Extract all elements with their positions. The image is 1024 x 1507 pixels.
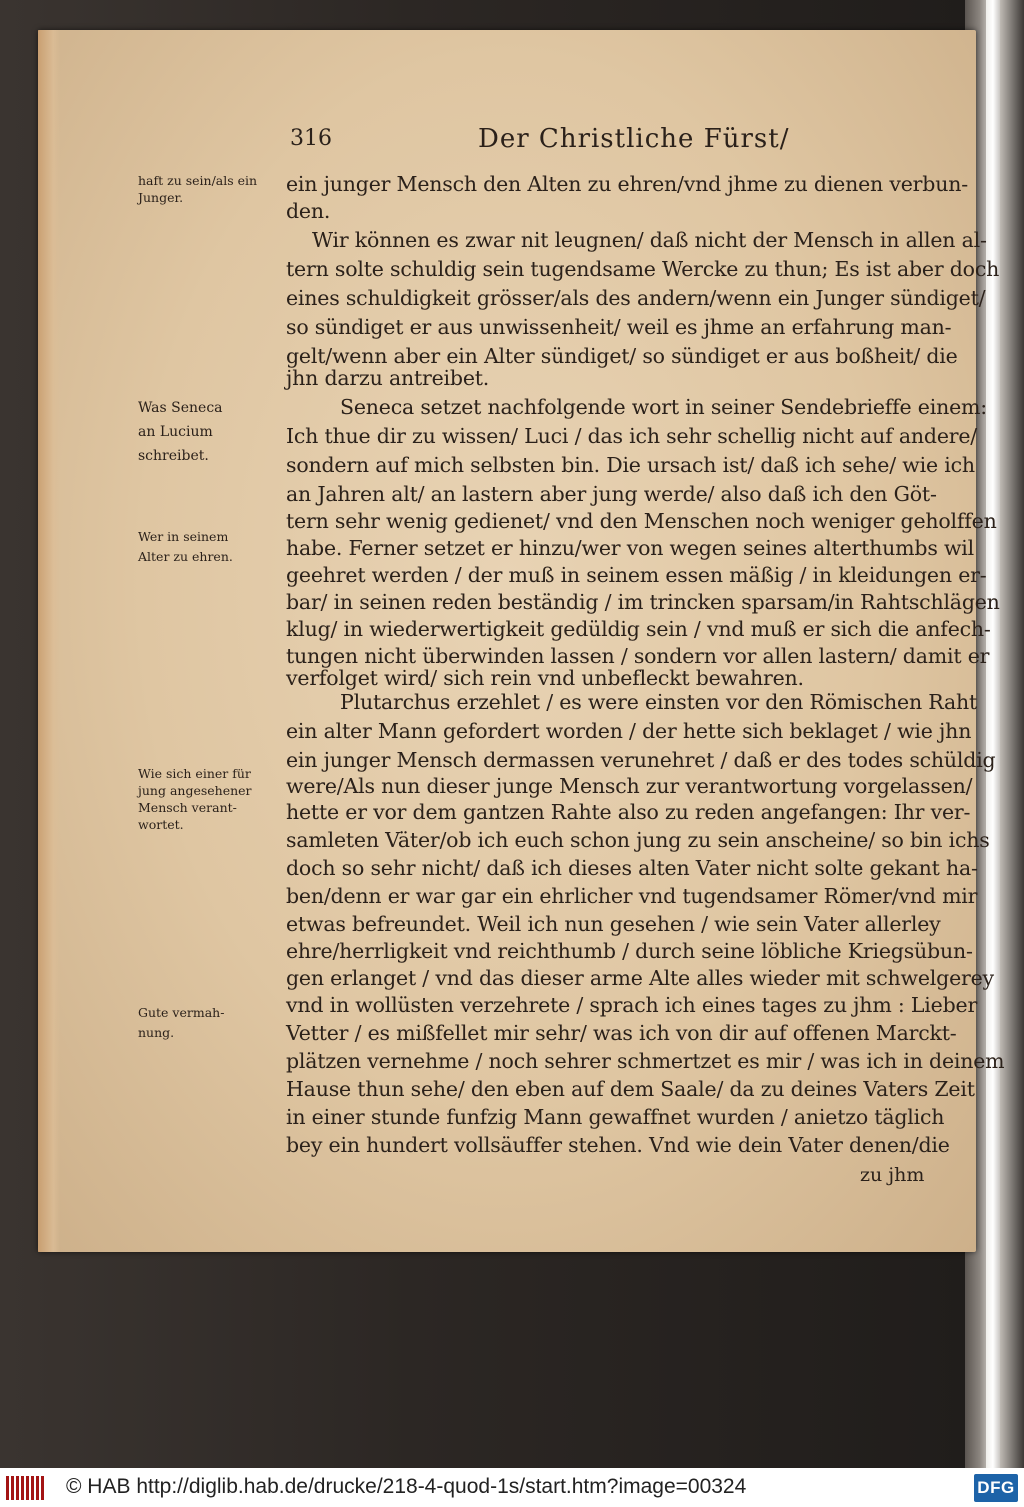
text-line: etwas befreundet. Weil ich nun gesehen / wie sein Vater allerley	[286, 912, 941, 936]
dfg-logo: DFG	[974, 1474, 1018, 1502]
text-line: geehret werden / der muß in seinem essen mäßig / in kleidungen er-	[286, 563, 987, 587]
text-line: Ich thue dir zu wissen/ Luci / das ich sehr schellig nicht auf andere/	[286, 424, 977, 448]
page-edge-shadow	[38, 30, 60, 1252]
text-line: so sündiget er aus unwissenheit/ weil es jhme an erfahrung man-	[286, 315, 952, 339]
margin-note	[138, 527, 233, 567]
text-line: klug/ in wiederwertigkeit gedüldig sein / vnd muß er sich die anfech-	[286, 617, 991, 641]
text-line: plätzen vernehme / noch sehrer schmertzet es mir / was ich in deinem	[286, 1049, 1005, 1073]
text-line: ehre/herrligkeit vnd reichthumb / durch seine löbliche Kriegsübun-	[286, 939, 973, 963]
text-line: sondern auf mich selbsten bin. Die ursach ist/ daß ich sehe/ wie ich	[286, 453, 975, 477]
text-line: hette er vor dem gantzen Rahte also zu reden angefangen: Ihr ver-	[286, 800, 971, 824]
margin-note	[138, 172, 257, 206]
text-line: Wir können es zwar nit leugnen/ daß nicht der Mensch in allen al-	[312, 228, 987, 252]
text-line: verfolget wird/ sich rein vnd unbefleckt bewahren.	[286, 666, 804, 690]
margin-note-line: an Lucium	[138, 424, 213, 440]
text-line: Plutarchus erzehlet / es were einsten vor den Römischen Raht	[340, 690, 978, 714]
text-line: tern solte schuldig sein tugendsame Wercke zu thun; Es ist aber doch	[286, 257, 1000, 281]
text-line: bar/ in seinen reden beständig / im trincken sparsam/in Rahtschlägen	[286, 590, 1000, 614]
margin-note-line: nung.	[138, 1025, 175, 1040]
catchword: zu jhm	[860, 1164, 925, 1186]
text-line: doch so sehr nicht/ daß ich dieses alten Vater nicht solte gekant ha-	[286, 856, 978, 880]
text-line: bey ein hundert vollsäuffer stehen. Vnd wie dein Vater denen/die	[286, 1133, 950, 1157]
text-line: gen erlanget / vnd das dieser arme Alte alles wieder mit schwelgerey	[286, 966, 994, 990]
text-line: gelt/wenn aber ein Alter sündiget/ so sündiget er aus boßheit/ die	[286, 344, 958, 368]
margin-note	[138, 765, 252, 833]
text-line: Seneca setzet nachfolgende wort in seiner Sendebrieffe einem:	[340, 395, 987, 419]
text-line: ein junger Mensch den Alten zu ehren/vnd jhme zu dienen verbun-	[286, 172, 968, 196]
hab-logo	[6, 1476, 46, 1500]
text-line: den.	[286, 199, 331, 223]
text-line: ein alter Mann gefordert worden / der hette sich beklaget / wie jhn	[286, 719, 972, 743]
margin-note-line: Junger.	[138, 190, 184, 205]
text-line: Vetter / es mißfellet mir sehr/ was ich von dir auf offenen Marckt-	[286, 1021, 957, 1045]
text-line: habe. Ferner setzet er hinzu/wer von wegen seines alterthumbs wil	[286, 536, 975, 560]
text-line: eines schuldigkeit grösser/als des andern/wenn ein Junger sündiget/	[286, 286, 986, 310]
margin-note-line: Wie sich einer für	[138, 766, 251, 781]
text-line: Hause thun sehe/ den eben auf dem Saale/ da zu deines Vaters Zeit	[286, 1077, 975, 1101]
margin-note-line: haft zu sein/als ein	[138, 173, 258, 188]
margin-note-line: schreibet.	[138, 448, 209, 464]
margin-note-line: Gute vermah-	[138, 1005, 225, 1020]
text-line: vnd in wollüsten verzehrete / sprach ich eines tages zu jhm : Lieber	[286, 993, 978, 1017]
margin-note	[138, 396, 223, 468]
margin-note-line: wortet.	[138, 817, 184, 832]
text-line: tern sehr wenig gedienet/ vnd den Menschen noch weniger geholffen	[286, 509, 997, 533]
margin-note-line: Was Seneca	[138, 400, 223, 416]
margin-note	[138, 1003, 224, 1043]
text-line: ben/denn er war gar ein ehrlicher vnd tugendsamer Römer/vnd mir	[286, 884, 978, 908]
margin-note-line: Wer in seinem	[138, 529, 229, 544]
margin-note-line: Alter zu ehren.	[138, 549, 233, 564]
text-line: jhn darzu antreibet.	[286, 366, 490, 390]
margin-note-line: jung angesehener	[138, 783, 252, 798]
text-line: tungen nicht überwinden lassen / sondern vor allen lastern/ damit er	[286, 644, 990, 668]
text-line: in einer stunde funfzig Mann gewaffnet wurden / anietzo täglich	[286, 1105, 945, 1129]
text-line: samleten Väter/ob ich euch schon jung zu sein anscheine/ so bin ichs	[286, 828, 990, 852]
copyright-link[interactable]: © HAB http://diglib.hab.de/drucke/218-4-quod-1s/start.htm?image=00324	[66, 1475, 747, 1498]
page-number: 316	[290, 126, 332, 151]
margin-note-line: Mensch verant-	[138, 800, 237, 815]
text-line: ein junger Mensch dermassen verunehret / daß er des todes schüldig	[286, 748, 996, 772]
book-gutter-highlight	[986, 0, 1000, 1468]
text-line: were/Als nun dieser junge Mensch zur verantwortung vorgelassen/	[286, 774, 973, 798]
running-title: Der Christliche Fürst/	[478, 124, 790, 154]
text-line: an Jahren alt/ an lastern aber jung werde/ also daß ich den Göt-	[286, 482, 937, 506]
